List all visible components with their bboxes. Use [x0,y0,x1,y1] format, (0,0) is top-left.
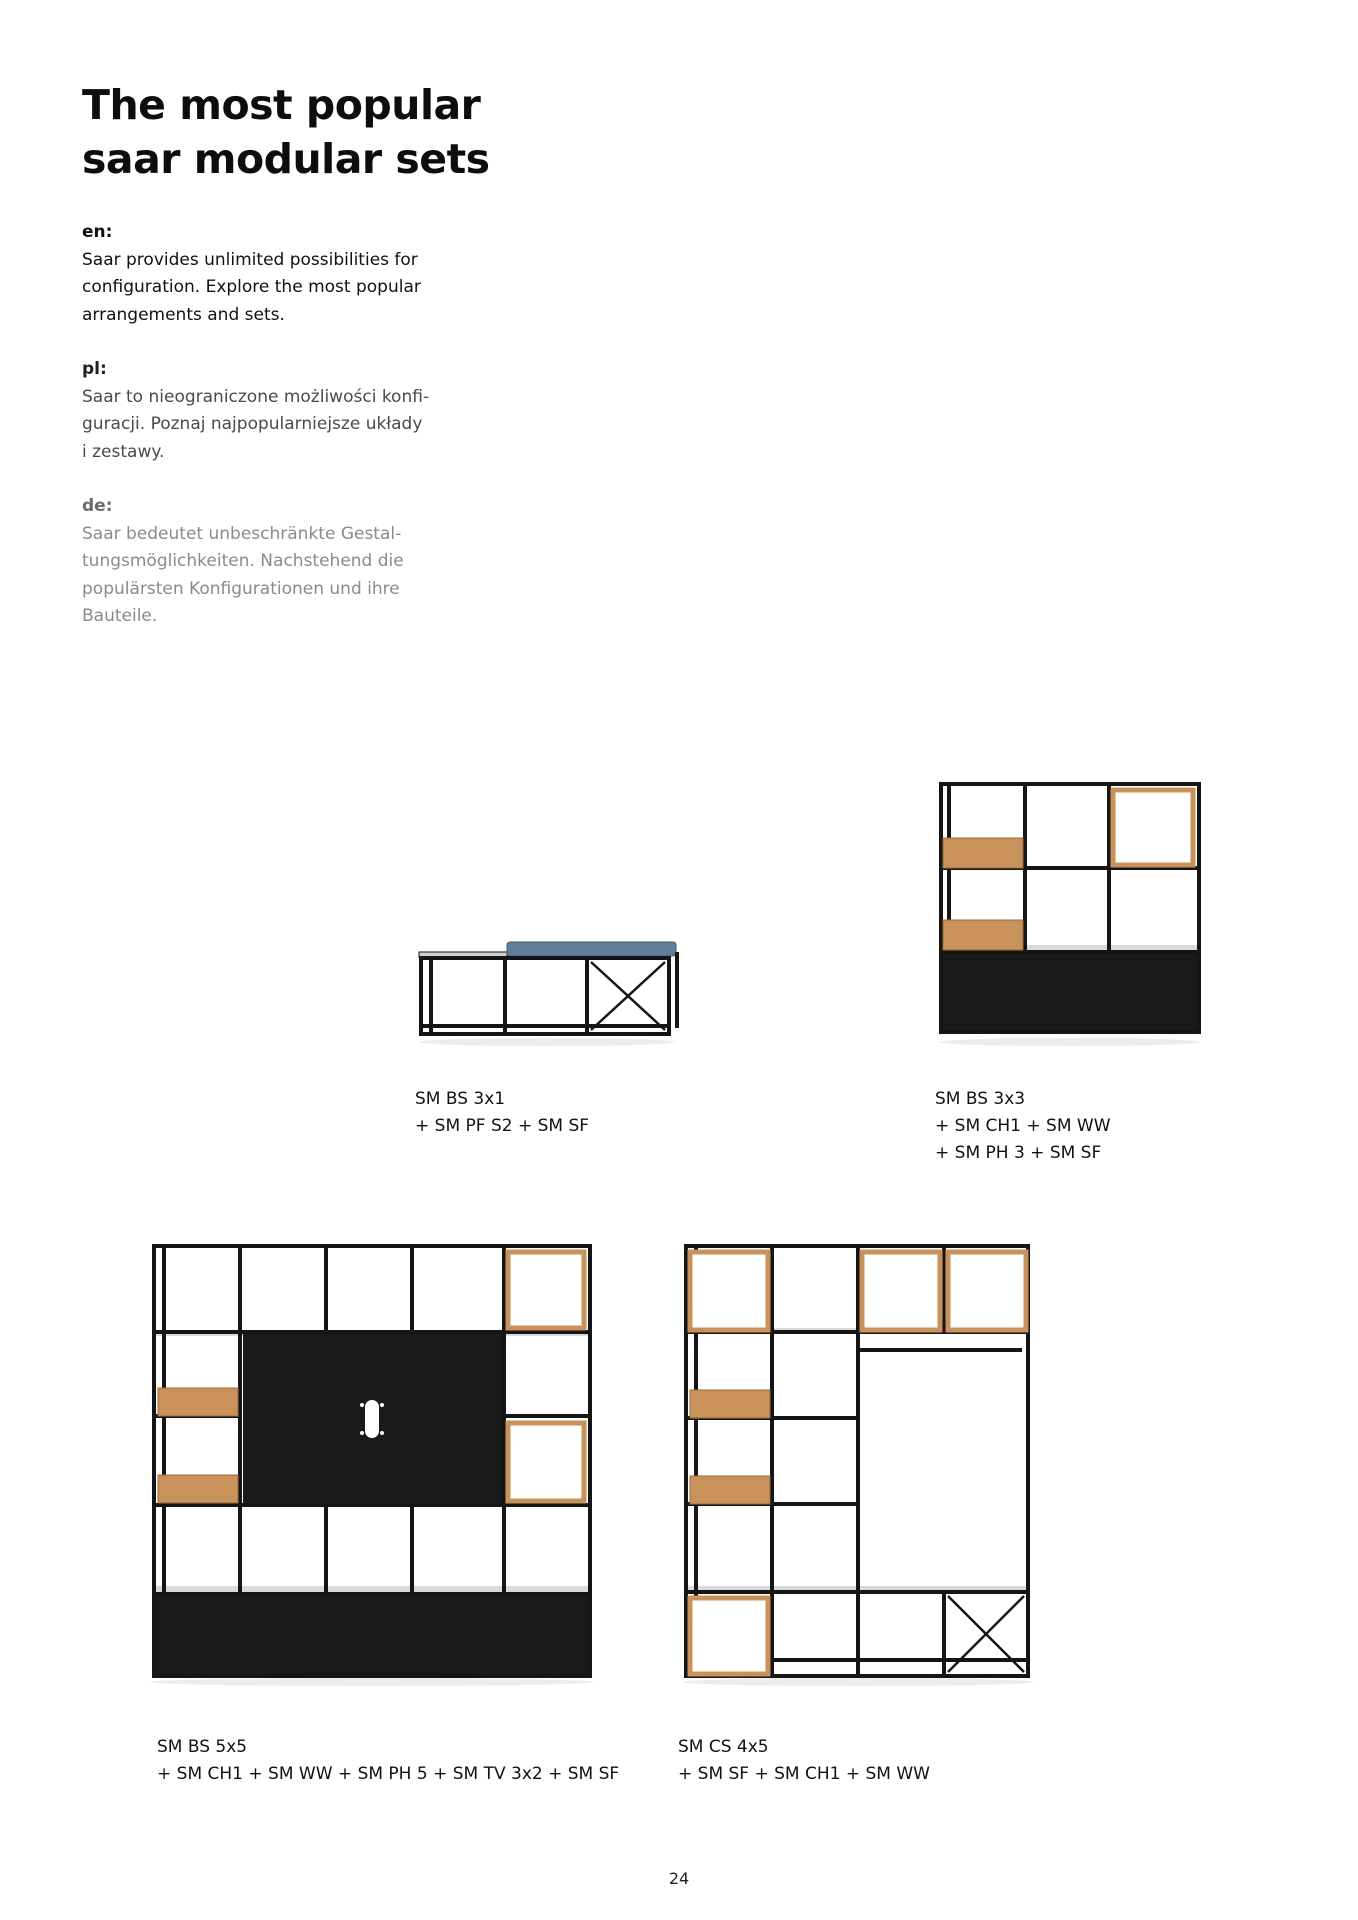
closed-base-panel [154,1594,590,1676]
wood-drawer [690,1390,770,1418]
caption-line: + SM PH 3 + SM SF [935,1143,1102,1163]
intro-pl [82,356,442,466]
closed-base-panel [939,952,1201,1032]
wood-box [508,1423,584,1501]
wood-drawer [158,1388,238,1416]
caption-line: SM BS 3x3 [935,1089,1026,1109]
intro-pl-line: Saar to nieograniczone możliwości konfi- [82,386,430,407]
lang-code-pl: pl: [82,359,107,379]
intro-de-line: Saar bedeutet unbeschränkte Gestal- [82,523,402,544]
title-line-2: saar modular sets [82,135,490,183]
wood-box [862,1252,940,1330]
wood-drawer [943,920,1023,950]
caption-line: + SM SF + SM CH1 + SM WW [678,1764,930,1784]
intro-de [82,493,442,631]
caption-line: + SM PF S2 + SM SF [415,1116,590,1136]
bench-cushion [507,942,676,956]
caption-line: SM BS 5x5 [157,1737,248,1757]
intro-de-line: tungsmöglichkeiten. Nachstehend die [82,551,404,571]
bench-cross-brace [591,962,665,1030]
title-line-1: The most popular [82,81,481,129]
caption-line: SM BS 3x1 [415,1089,506,1109]
caption-line: + SM CH1 + SM WW + SM PH 5 + SM TV 3x2 + SM SF [157,1764,620,1784]
floor-shadow [150,1678,594,1686]
shelf-surface [156,1586,588,1592]
shelf-illustration-bs-5x5 [148,1240,596,1690]
wood-drawer [158,1475,238,1503]
set-caption-bs-3x1 [415,1086,589,1140]
caption-line: + SM CH1 + SM WW [935,1116,1111,1136]
set-caption-bs-3x3 [935,1086,1111,1167]
intro-de-line: Bauteile. [82,606,158,626]
intro-en [82,219,442,329]
lang-code-en: en: [82,222,113,242]
intro-en-line: Saar provides unlimited possibilities for [82,249,418,270]
lang-code-de: de: [82,496,113,516]
intro-pl-line: guracji. Poznaj najpopularniejsze układy [82,414,423,434]
wood-box [690,1598,768,1674]
intro-de-line: populärsten Konfigurationen und ihre [82,578,400,599]
set-caption-cs-4x5 [678,1734,930,1788]
floor-shadow [940,1038,1200,1046]
wood-drawer [690,1476,770,1504]
page-title [82,78,602,186]
intro-en-line: arrangements and sets. [82,304,285,325]
intro-pl-line: i zestawy. [82,441,165,462]
shelf-illustration-bs-3x3 [935,780,1205,1050]
floor-shadow [419,1038,675,1046]
wood-drawer [943,838,1023,868]
wood-box [948,1252,1026,1330]
shelf-illustration-bs-3x1 [415,930,680,1050]
shelf-illustration-cs-4x5 [680,1240,1035,1690]
bench-frame [421,952,677,1034]
floor-shadow [682,1678,1034,1686]
wood-box [690,1252,768,1330]
wood-box [508,1252,584,1328]
caption-line: SM CS 4x5 [678,1737,769,1757]
set-caption-bs-5x5 [157,1734,619,1788]
page-number: 24 [668,1869,690,1888]
wood-box [1113,790,1193,865]
intro-en-line: configuration. Explore the most popular [82,277,421,297]
